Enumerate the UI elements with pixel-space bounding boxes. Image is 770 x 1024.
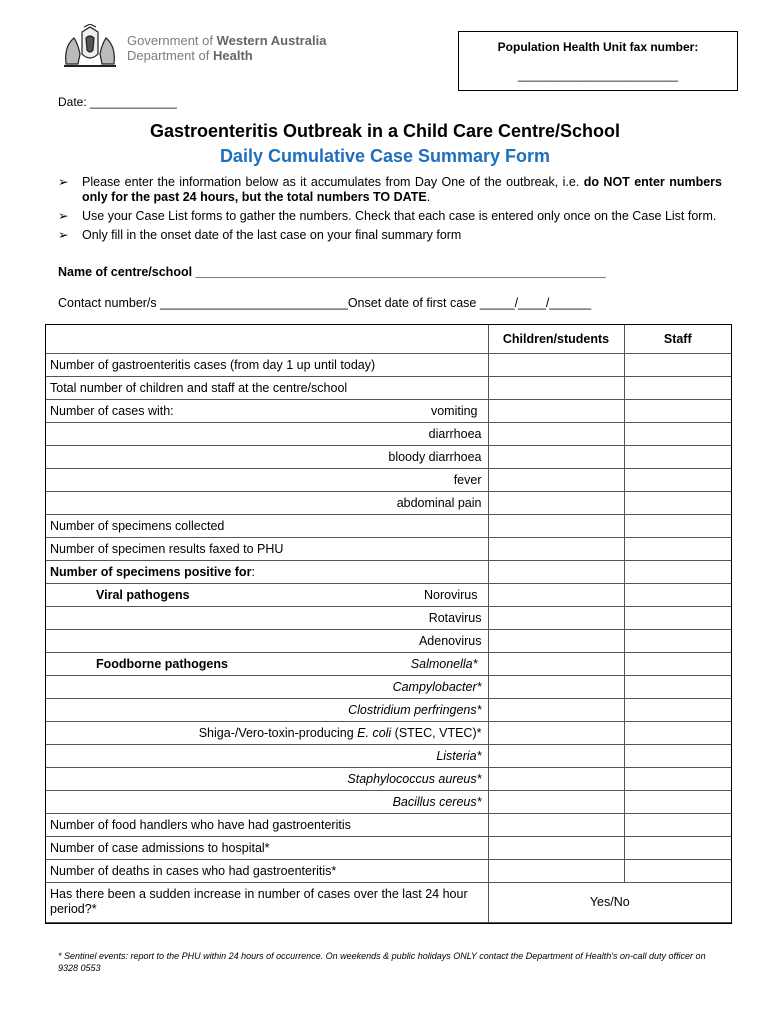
- yes-no-cell[interactable]: Yes/No: [488, 882, 731, 922]
- staff-input-cell[interactable]: [624, 675, 731, 698]
- children-input-cell[interactable]: [488, 491, 624, 514]
- form-subtitle: Daily Cumulative Case Summary Form: [219, 146, 551, 166]
- staff-input-cell[interactable]: [624, 445, 731, 468]
- pathogen-label: Campylobacter*: [46, 675, 488, 698]
- dept-bold: Health: [213, 48, 253, 63]
- table-row: [46, 560, 731, 583]
- staff-input-cell[interactable]: [624, 468, 731, 491]
- government-heading: [127, 33, 326, 63]
- instruction-2: [58, 209, 722, 224]
- children-input-cell[interactable]: [488, 675, 624, 698]
- staff-input-cell[interactable]: [624, 606, 731, 629]
- fax-input-line[interactable]: ________________________: [517, 68, 679, 82]
- pathogen-cell: [46, 652, 488, 675]
- dept-prefix: Department of: [127, 48, 213, 63]
- children-input-cell[interactable]: [488, 468, 624, 491]
- stec-suffix: (STEC, VTEC)*: [391, 725, 482, 740]
- staff-input-cell[interactable]: [624, 629, 731, 652]
- children-input-cell[interactable]: [488, 353, 624, 376]
- table-row: [46, 836, 731, 859]
- table-row: [46, 813, 731, 836]
- children-input-cell[interactable]: [488, 813, 624, 836]
- row-label: Number of specimens positive for: [50, 564, 252, 579]
- instruction-3: [58, 228, 722, 243]
- children-input-cell[interactable]: [488, 859, 624, 882]
- table-row: [46, 422, 731, 445]
- row-label: Number of deaths in cases who had gastroenteritis*: [46, 859, 488, 882]
- children-input-cell[interactable]: [488, 721, 624, 744]
- instruction-1-bold: do NOT enter numbers only for the past 24 hours, but the total numbers TO DATE: [82, 175, 722, 204]
- row-label-positive: [46, 560, 488, 583]
- children-input-cell[interactable]: [488, 652, 624, 675]
- staff-input-cell[interactable]: [624, 698, 731, 721]
- children-input-cell[interactable]: [488, 537, 624, 560]
- row-label: Number of cases with:: [50, 403, 174, 418]
- children-input-cell[interactable]: [488, 836, 624, 859]
- row-label: Number of specimens collected: [46, 514, 488, 537]
- staff-input-cell[interactable]: [624, 790, 731, 813]
- table-row: [46, 629, 731, 652]
- fax-label: Population Health Unit fax number:: [497, 40, 699, 54]
- table-row: [46, 537, 731, 560]
- children-input-cell[interactable]: [488, 606, 624, 629]
- children-input-cell[interactable]: [488, 399, 624, 422]
- table-row: [46, 606, 731, 629]
- table-row: [46, 652, 731, 675]
- symptom-label: abdominal pain: [46, 491, 488, 514]
- instruction-1: [58, 175, 722, 205]
- instruction-1-end: .: [426, 190, 431, 204]
- staff-input-cell[interactable]: [624, 422, 731, 445]
- table-row: [46, 790, 731, 813]
- staff-input-cell[interactable]: [624, 399, 731, 422]
- pathogen-label: Bacillus cereus*: [46, 790, 488, 813]
- staff-input-cell[interactable]: [624, 652, 731, 675]
- children-input-cell[interactable]: [488, 698, 624, 721]
- staff-input-cell[interactable]: [624, 353, 731, 376]
- table-row: [46, 468, 731, 491]
- table-row: [46, 514, 731, 537]
- staff-input-cell[interactable]: [624, 491, 731, 514]
- children-input-cell[interactable]: [488, 767, 624, 790]
- children-input-cell[interactable]: [488, 445, 624, 468]
- instruction-1-text: Please enter the information below as it accumulates from Day One of the outbreak, i.e.: [82, 175, 584, 189]
- children-input-cell[interactable]: [488, 376, 624, 399]
- footnote: * Sentinel events: report to the PHU within 24 hours of occurrence. On weekends & public holidays ONLY contact the Department of Health's on-call duty officer on 9328 0553: [58, 951, 706, 973]
- table-row: [46, 353, 731, 376]
- table-row: [46, 882, 731, 922]
- pathogen-label: Salmonella*: [410, 656, 478, 671]
- table-row: [46, 583, 731, 606]
- gov-bold: Western Australia: [216, 33, 327, 48]
- table-row: [46, 767, 731, 790]
- children-input-cell[interactable]: [488, 629, 624, 652]
- pathogen-label: Clostridium perfringens*: [46, 698, 488, 721]
- staff-input-cell[interactable]: [624, 813, 731, 836]
- header-blank-cell: [46, 325, 488, 353]
- instruction-2-text: Use your Case List forms to gather the numbers. Check that each case is entered only once on the Case List form.: [82, 209, 717, 223]
- staff-input-cell[interactable]: [624, 583, 731, 606]
- table-row: [46, 399, 731, 422]
- row-label: Total number of children and staff at the centre/school: [46, 376, 488, 399]
- row-label: Number of food handlers who have had gastroenteritis: [46, 813, 488, 836]
- staff-input-cell[interactable]: [624, 376, 731, 399]
- children-input-cell[interactable]: [488, 583, 624, 606]
- pathogen-label: Rotavirus: [46, 606, 488, 629]
- table-row: [46, 445, 731, 468]
- arrow-bullet-icon: ➢: [58, 209, 69, 223]
- staff-input-cell[interactable]: [624, 744, 731, 767]
- pathogen-label: Norovirus: [424, 587, 478, 602]
- children-input-cell[interactable]: [488, 514, 624, 537]
- pathogen-label: Staphylococcus aureus*: [46, 767, 488, 790]
- row-label: Number of case admissions to hospital*: [46, 836, 488, 859]
- row-label-colon: :: [251, 564, 255, 579]
- table-row: [46, 376, 731, 399]
- instruction-3-text: Only fill in the onset date of the last case on your final summary form: [82, 228, 462, 242]
- children-input-cell[interactable]: [488, 790, 624, 813]
- stec-ecoli: E. coli: [357, 725, 392, 740]
- staff-input-cell[interactable]: [624, 537, 731, 560]
- form-title: Gastroenteritis Outbreak in a Child Care Centre/School: [149, 121, 621, 141]
- centre-name-field[interactable]: Name of centre/school ___________________________________________________________: [58, 265, 606, 279]
- summary-table: [45, 324, 732, 924]
- col-staff-header: Staff: [624, 325, 731, 353]
- table-row: [46, 859, 731, 882]
- symptom-label: vomiting: [430, 403, 478, 418]
- children-input-cell[interactable]: [488, 744, 624, 767]
- table-row: [46, 698, 731, 721]
- row-label: Has there been a sudden increase in number of cases over the last 24 hour period?*: [46, 882, 488, 922]
- pathogen-label: Adenovirus: [46, 629, 488, 652]
- table-row: [46, 744, 731, 767]
- row-label: Number of gastroenteritis cases (from day 1 up until today): [46, 353, 488, 376]
- date-field[interactable]: Date: _____________: [58, 95, 177, 109]
- table-row: [46, 491, 731, 514]
- arrow-bullet-icon: ➢: [58, 175, 69, 189]
- arrow-bullet-icon: ➢: [58, 228, 69, 242]
- staff-input-cell[interactable]: [624, 560, 731, 583]
- instructions: [58, 175, 722, 247]
- table-row: [46, 721, 731, 744]
- row-label: Number of specimen results faxed to PHU: [46, 537, 488, 560]
- symptom-label: fever: [46, 468, 488, 491]
- table-row: [46, 675, 731, 698]
- children-input-cell[interactable]: [488, 560, 624, 583]
- pathogen-label: Listeria*: [46, 744, 488, 767]
- staff-input-cell[interactable]: [624, 721, 731, 744]
- pathogen-cell: [46, 583, 488, 606]
- stec-prefix: Shiga-/Vero-toxin-producing: [198, 725, 358, 740]
- staff-input-cell[interactable]: [624, 514, 731, 537]
- staff-input-cell[interactable]: [624, 859, 731, 882]
- fax-number-box[interactable]: [458, 31, 738, 91]
- pathogen-label-stec: [46, 721, 488, 744]
- gov-prefix: Government of: [127, 33, 217, 48]
- children-input-cell[interactable]: [488, 422, 624, 445]
- col-children-header: Children/students: [488, 325, 624, 353]
- contact-onset-field[interactable]: Contact number/s ___________________________Onset date of first case _____/____/______: [58, 296, 592, 310]
- staff-input-cell[interactable]: [624, 836, 731, 859]
- viral-pathogens-label: Viral pathogens: [96, 587, 190, 602]
- wa-crest-logo: [60, 24, 120, 70]
- row-label-with-symptom: [46, 399, 488, 422]
- symptom-label: diarrhoea: [46, 422, 488, 445]
- staff-input-cell[interactable]: [624, 767, 731, 790]
- table-header-row: [46, 325, 731, 353]
- symptom-label: bloody diarrhoea: [46, 445, 488, 468]
- foodborne-pathogens-label: Foodborne pathogens: [96, 656, 228, 671]
